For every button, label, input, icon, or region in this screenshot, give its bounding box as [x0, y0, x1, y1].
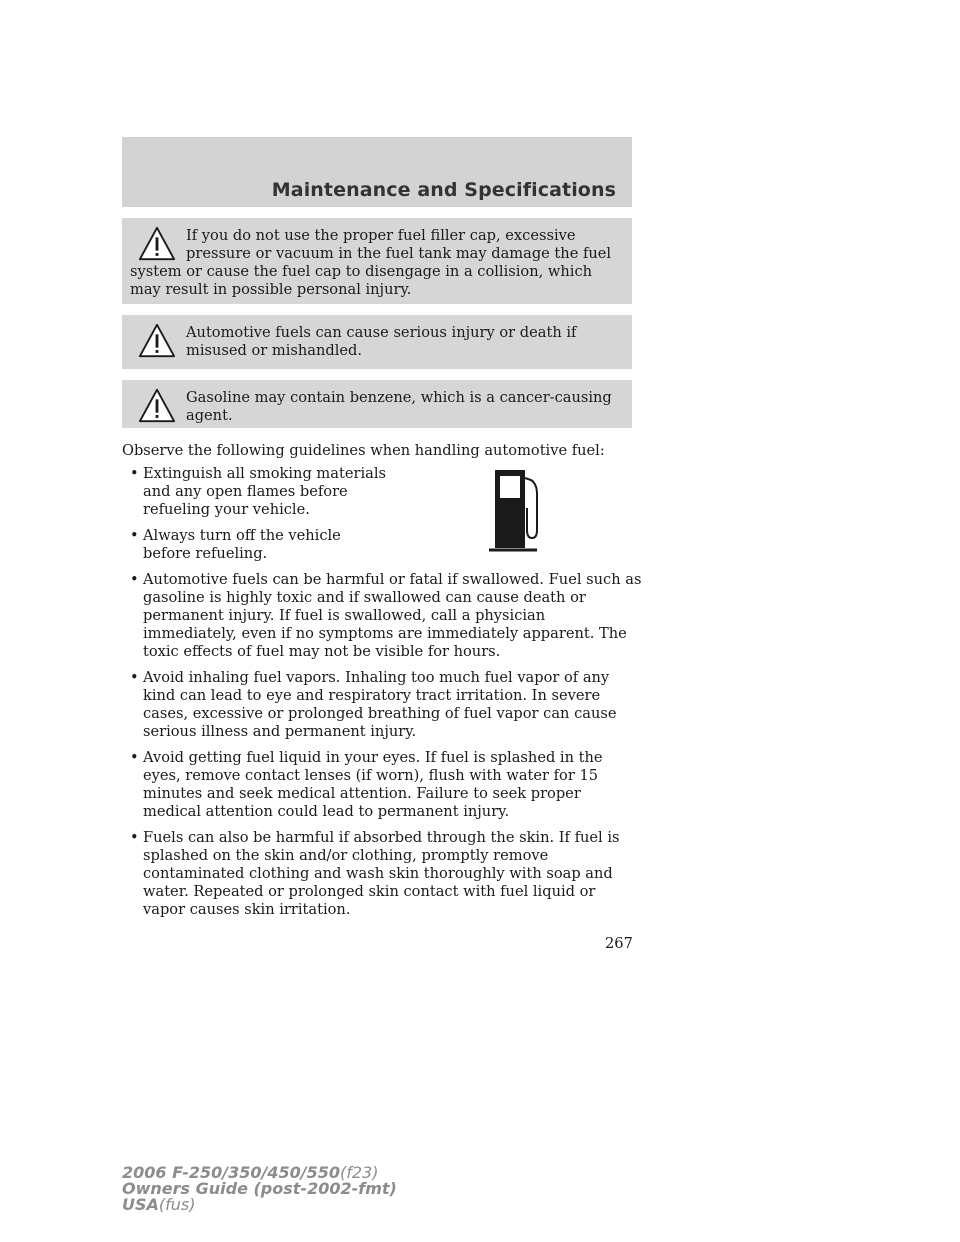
list-item: • Fuels can also be harmful if absorbed through the skin. If fuel is splashed on the skin and/or clothing, promptly remove contaminated clothing and wash skin thoroughly with soap and water. Repeated or prolonged skin contact with fuel liquid or vapor causes skin irritation.	[130, 829, 620, 918]
section-title: Maintenance and Specifications	[271, 179, 616, 201]
list-item: • Avoid inhaling fuel vapors. Inhaling too much fuel vapor of any kind can lead to eye and respiratory tract irritation. In severe cases, excessive or prolonged breathing of fuel vapor can cause serious illness and permanent injury.	[130, 669, 617, 740]
footer-market: USA	[122, 1195, 159, 1214]
warning-text: If you do not use the proper fuel filler cap, excessive pressure or vacuum in the fuel tank may damage the fuel system or cause the fuel cap to disengage in a collision, which may result in possible personal injury.	[130, 227, 612, 298]
fuel-guidelines-list	[122, 465, 642, 927]
list-item: • Extinguish all smoking materials and any open flames before refueling your vehicle.	[130, 465, 386, 518]
warning-text: Gasoline may contain benzene, which is a cancer-causing agent.	[186, 389, 612, 424]
warning-box-benzene	[122, 380, 632, 428]
page-number: 267	[605, 935, 633, 952]
intro-paragraph: Observe the following guidelines when handling automotive fuel:	[122, 442, 605, 459]
list-item: • Always turn off the vehicle before refueling.	[130, 527, 341, 562]
warning-box-fuel-danger	[122, 315, 632, 369]
list-item: • Automotive fuels can be harmful or fatal if swallowed. Fuel such as gasoline is highly toxic and if swallowed can cause death or permanent injury. If fuel is swallowed, call a physician immediately, even if no symptoms are immediately apparent. The toxic effects of fuel may not be visible for hours.	[130, 571, 642, 660]
list-item: • Avoid getting fuel liquid in your eyes. If fuel is splashed in the eyes, remove contact lenses (if worn), flush with water for 15 minutes and seek medical attention. Failure to seek proper medical attention could lead to permanent injury.	[130, 749, 603, 820]
document-footer	[122, 1165, 397, 1213]
warning-triangle-icon	[138, 225, 176, 263]
warning-triangle-icon	[138, 322, 176, 360]
footer-guide: Owners Guide (post-2002-fmt)	[122, 1179, 397, 1198]
footer-model: 2006 F-250/350/450/550	[122, 1163, 340, 1182]
section-header	[122, 137, 632, 207]
footer-model-code: (f23)	[340, 1163, 379, 1182]
warning-text: Automotive fuels can cause serious injury or death if misused or mishandled.	[186, 324, 577, 359]
footer-market-code: (fus)	[158, 1195, 196, 1214]
warning-box-fuel-cap	[122, 218, 632, 304]
warning-triangle-icon	[138, 387, 176, 425]
